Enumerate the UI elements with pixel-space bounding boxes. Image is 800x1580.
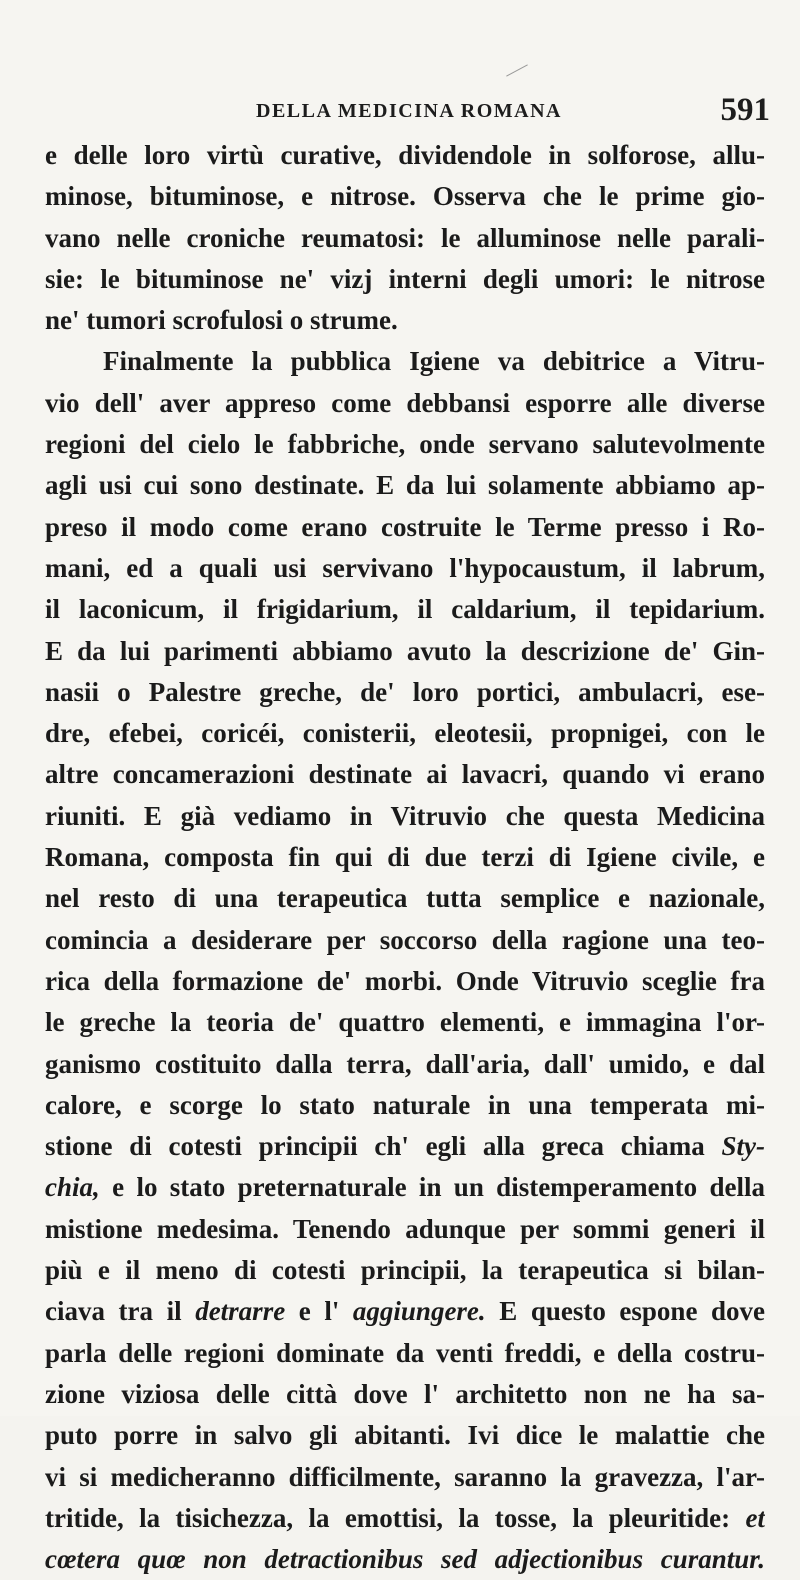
text-line: minose, bituminose, e nitrose. Osserva che le prime gio- <box>45 181 765 212</box>
text-line: parla delle regioni dominate da venti freddi, e della costru- <box>45 1337 765 1368</box>
running-head <box>48 92 770 132</box>
text-segment: stione di cotesti principii ch' egli alla greca chiama <box>45 1131 705 1162</box>
italic-segment: cœtera quœ non detractionibus sed adjectionibus curantur. <box>45 1544 765 1575</box>
text-line: mani, ed a quali usi servivano l'hypocaustum, il labrum, <box>45 552 765 583</box>
text-line: regioni del cielo le fabbriche, onde servano salutevolmente <box>45 429 765 460</box>
text-line: preso il modo come erano costruite le Terme presso i Ro- <box>45 511 765 542</box>
text-line: mistione medesima. Tenendo adunque per sommi generi il <box>45 1213 765 1244</box>
text-line: sie: le bituminose ne' vizj interni degli umori: le nitrose <box>45 263 765 294</box>
text-line: vano nelle croniche reumatosi: le alluminose nelle parali- <box>45 222 765 253</box>
text-line: e delle loro virtù curative, dividendole in solforose, allu- <box>45 140 765 170</box>
text-line: vi si medicheranno difficilmente, saranno la gravezza, l'ar- <box>45 1461 765 1492</box>
text-line <box>45 1291 765 1332</box>
text-line: rica della formazione de' morbi. Onde Vitruvio sceglie fra <box>45 965 765 996</box>
text-line: Finalmente la pubblica Igiene va debitrice a Vitru- <box>103 346 765 377</box>
text-line <box>45 1498 765 1539</box>
text-line: altre concamerazioni destinate ai lavacri, quando vi erano <box>45 759 765 790</box>
text-segment: E questo espone dove <box>485 1296 765 1327</box>
text-segment: e lo stato preternaturale in un distemperamento della <box>99 1172 765 1203</box>
text-segment: ciava tra il <box>45 1296 196 1327</box>
italic-segment: et <box>745 1502 765 1533</box>
text-line: calore, e scorge lo stato naturale in una temperata mi- <box>45 1089 765 1120</box>
text-line: più e il meno di cotesti principii, la terapeutica si bilan- <box>45 1255 765 1286</box>
text-line <box>45 1539 765 1580</box>
text-segment: e l' <box>285 1296 353 1327</box>
text-segment: tritide, la tisichezza, la emottisi, la tosse, la pleuritide: <box>45 1502 746 1533</box>
italic-segment: Sty- <box>721 1131 765 1162</box>
text-line: Romana, composta fin qui di due terzi di Igiene civile, e <box>45 842 765 873</box>
text-line <box>45 1167 765 1208</box>
text-line: comincia a desiderare per soccorso della ragione una teo- <box>45 924 765 955</box>
italic-segment: aggiungere. <box>352 1296 486 1327</box>
italic-segment: detrarre <box>195 1296 286 1327</box>
text-line: E da lui parimenti abbiamo avuto la descrizione de' Gin- <box>45 635 765 666</box>
text-line: zione viziosa delle città dove l' architetto non ne ha sa- <box>45 1378 765 1409</box>
text-line: ne' tumori scrofulosi o strume. <box>45 305 398 336</box>
text-line: agli usi cui sono destinate. E da lui solamente abbiamo ap- <box>45 470 765 501</box>
text-line: vio dell' aver appreso come debbansi esporre alle diverse <box>45 387 765 418</box>
text-line: nel resto di una terapeutica tutta semplice e nazionale, <box>45 883 765 914</box>
italic-segment: chia, <box>45 1172 100 1203</box>
running-title: DELLA MEDICINA ROMANA <box>256 100 562 122</box>
margin-mark <box>506 64 528 76</box>
text-line: nasii o Palestre greche, de' loro portici, ambulacri, ese- <box>45 676 765 707</box>
page-number: 591 <box>720 92 770 128</box>
body-text <box>45 135 765 1580</box>
text-line: riuniti. E già vediamo in Vitruvio che questa Medicina <box>45 800 765 831</box>
text-line: ganismo costituito dalla terra, dall'aria, dall' umido, e dal <box>45 1048 765 1079</box>
text-line <box>45 1126 765 1167</box>
text-line: il laconicum, il frigidarium, il caldarium, il tepidarium. <box>45 594 765 625</box>
text-line: puto porre in salvo gli abitanti. Ivi dice le malattie che <box>45 1420 765 1451</box>
text-line: le greche la teoria de' quattro elementi, e immagina l'or- <box>45 1007 765 1038</box>
text-line: dre, efebei, coricéi, conisterii, eleotesii, propnigei, con le <box>45 718 765 749</box>
